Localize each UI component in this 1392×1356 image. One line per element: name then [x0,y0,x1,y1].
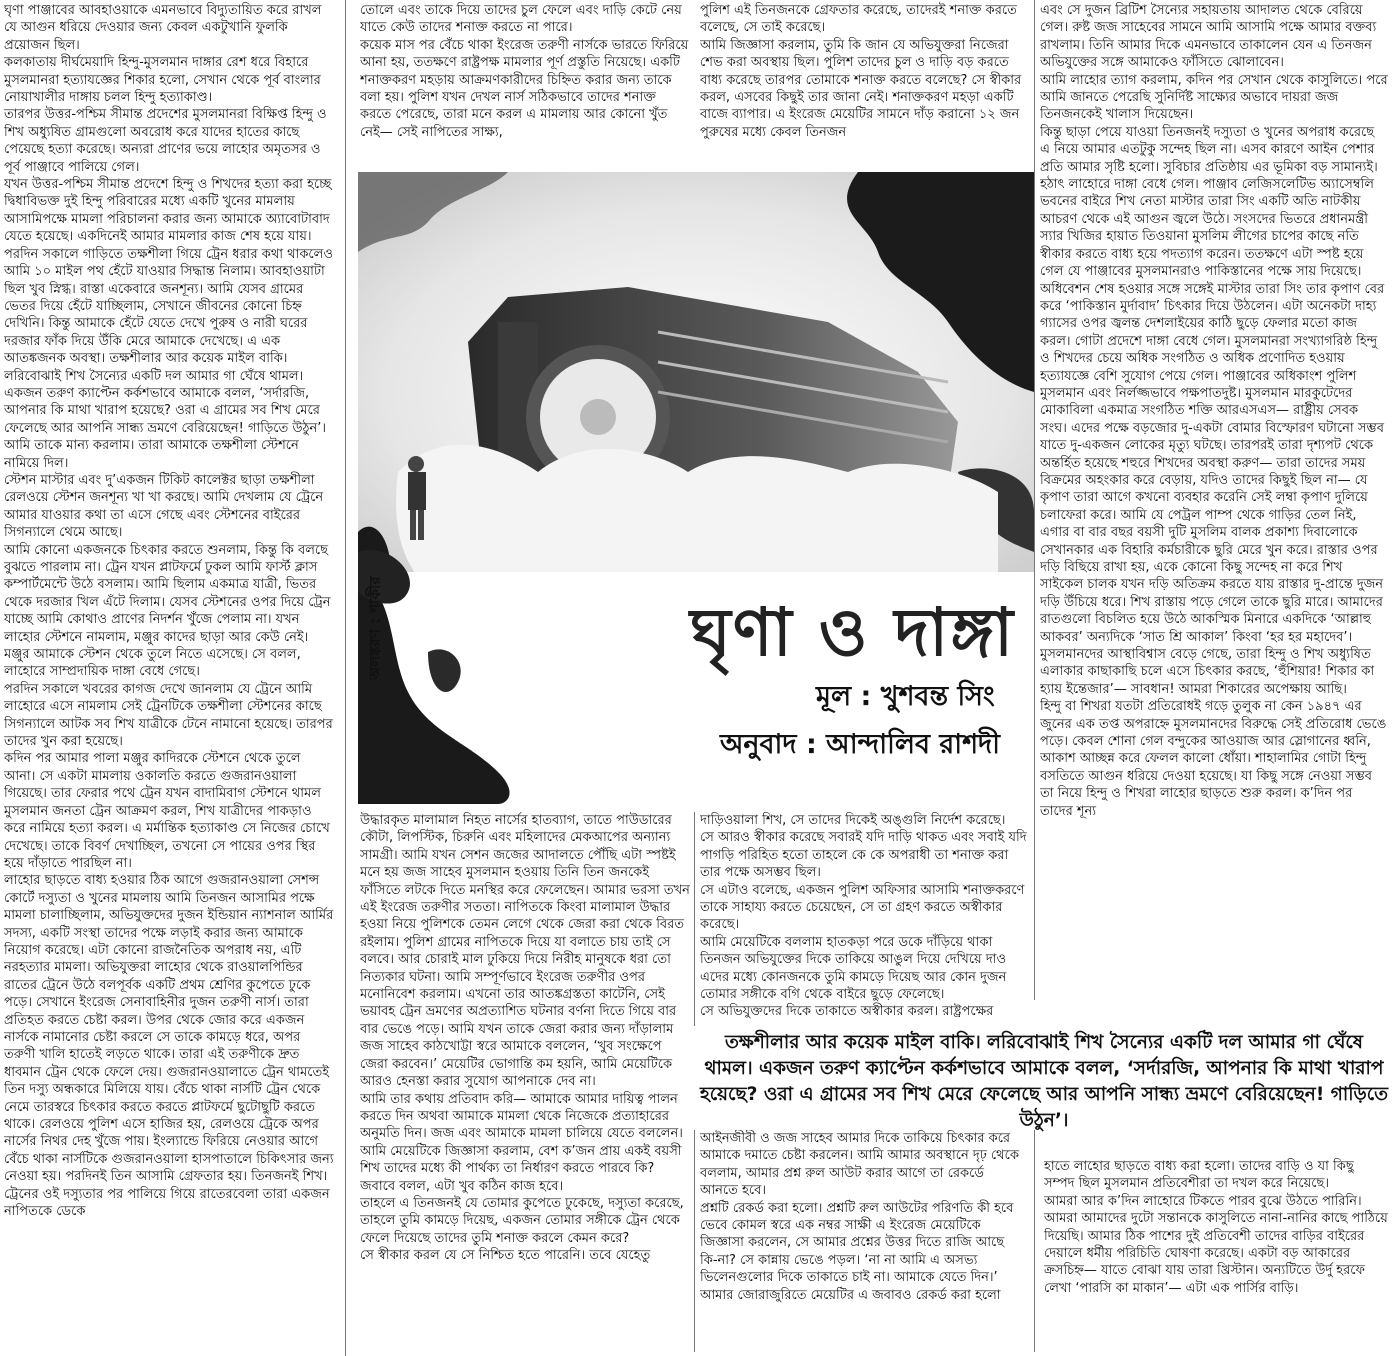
paragraph: আমি লাহোর ত্যাগ করলাম, কদিন পর সেখান থেকে কাসুলিতে। পরে আমি জানতে পেরেছি সুনির্দিষ্ট সাক্ষ্যের অভাবে দায়রা জজ তিনজনকেই খালাস দিয়েছেন। [1040,72,1388,123]
paragraph: ঘৃণা পাঞ্জাবের আবহাওয়াকে এমনভাবে বিদ্যুতায়িত করে রাখল যে আগুন ধরিয়ে দেওয়ার জন্য কেবল একটুখানি ফুলকি প্রয়োজন ছিল। [4,3,322,53]
paragraph: এবং সে দুজন ব্রিটিশ সৈন্যের সহায়তায় আদালত থেকে বেরিয়ে গেল। রুষ্ট জজ সাহেবের সামনে আমি আসামি পক্ষে আমার বক্তব্য রাখলাম। তিনি আমার দিকে এমনভাবে তাকালেন যেন এ তিনজন অভিযুক্তের সঙ্গে আমাকেও ফাঁসিতে ঝোলাবেন। [1040,3,1377,71]
paragraph: কলকাতায় দীর্ঘমেয়াদি হিন্দু-মুসলমান দাঙ্গার রেশ ধরে বিহারে মুসলমানরা হত্যাযজ্ঞের শিকার হলো, সেখান থেকে পূর্ব বাংলার নোয়াখালীর দাঙ্গায় চলল হিন্দু হত্যাকাণ্ড। [4,55,321,106]
paragraph: লাহোর ছাড়তে বাধ্য হওয়ার ঠিক আগে গুজরানওয়ালা সেশন্স কোর্টে দস্যুতা ও খুনের মামলায় আমি তিনজন আসামির পক্ষে মামলা চালাচ্ছিলাম, অভিযুক্তদের দুজন ইন্ডিয়ান ন্যাশনাল আর্মির সদস্য, একটি সংস্থা তাদের পক্ষে লড়াই করার জন্য আমাকে নিয়োগ করেছে। এটা কোনো রাজনৈতিক অপরাধ নয়, এটি নরহত্যার মামলা। অভিযুক্তরা লাহোর থেকে রাওয়ালপিন্ডির রাতের ট্রেনে উঠে বলপূর্বক একটি প্রথম শ্রেণির কুপেতে ঢুকে পড়ে। সেখানে ইংরেজ সেনাবাহিনীর দুজন তরুণী নার্স। তারা প্রতিহত করতে চেষ্টা করল। উপর থেকে জোর করে একজন নার্সকে নামানোর চেষ্টা করলে সে তাকে কামড়ে ধরে, অপর তরুণী খালি হাতেই লড়তে থাকে। তারা এই তরুণীকে দ্রুত ধাবমান ট্রেন থেকে ফেলে দেয়। গুজরানওয়ালাতে ট্রেন থামতেই তিন দস্যু অন্ধকারে মিলিয়ে যায়। বেঁচে থাকা নার্সটি ট্রেন থেকে নেমে তারস্বরে চিৎকার করতে করতে প্লাটফর্মে ছুটোছুটি করতে থাকে। রেলওয়ে পুলিশ এসে হাজির হয়, রেলওয়ে ট্রেকে অপর নার্সের নিথর দেহ খুঁজে পায়। ইংল্যান্ডে ফিরিয়ে নেওয়ার আগে বেঁচে থাকা নার্সটিকে গুজরানওয়ালা হাসপাতালে চিকিৎসার জন্য নেওয়া হয়। পরদিনই তিন আসামি গ্রেফতার হয়। তিনজনই শিখ। ট্রেনের ওই দস্যুতার পর পালিয়ে গিয়ে রাতেরবেলা তারা একজন নাপিতকে ডেকে [4,873,334,1220]
paragraph: কয়েক মাস পর বেঁচে থাকা ইংরেজ তরুণী নার্সকে ভারতে ফিরিয়ে আনা হয়, ততক্ষণে রাষ্ট্রপক্ষ মামলার পূর্ণ প্রস্তুতি নিয়েছে। একটি শনাক্তকরণ মহড়ায় আক্রমণকারীদের চিহ্নিত করার জন্য তাকে বলা হয়। পুলিশ যখন দেখল নার্স সঠিকভাবে তাদের শনাক্ত করতে পেরেছে, তারা মনে করল এ মামলায় আর কোনো খুঁত নেই— সেই নাপিতের সাক্ষ্য, [360,37,689,140]
column-divider [694,1130,695,1352]
paragraph: হিন্দু বা শিখরা যতটা প্রতিরোধই গড়ে তুলুক না কেন ১৯৪৭ এর জুনের এক তপ্ত অপরাহ্নে মুসলমানদের বিরুদ্ধে সেই প্রতিরোধ ভেঙে পড়ে। কেবল শোনা গেল বন্দুকের আওয়াজ আর স্লোগানের ধ্বনি, আকাশ আচ্ছন্ন করে ফেলল কালো ধোঁয়া। শাহালামির গোটা হিন্দু বসতিতে আগুন ধরিয়ে দেওয়া হয়েছে। যা কিছু সঙ্গে নেওয়া সম্ভব তা নিয়ে হিন্দু ও শিখরা লাহোর ছাড়তে শুরু করল। ক’দিন পর তাদের শূন্য [1040,699,1387,819]
column-2-top [360,2,690,162]
paragraph: তাহলে এ তিনজনই যে তোমার কুপেতে ঢুকেছে, দস্যুতা করেছে, তাহলে তুমি কামড়ে দিয়েছ, একজন তোমার সঙ্গীকে ট্রেন থেকে ফেলে দিয়েছে তাদের তুমি শনাক্ত করলে কেমন করে? [360,1195,684,1246]
original-author: মূল : খুশবন্ত সিং [816,681,995,712]
paragraph: সে আরও স্বীকার করেছে সবারই যদি দাড়ি থাকত এবং সবাই যদি পাগড়ি পরিহিত হতো তাহলে কে কে অপরাধী তা শনাক্ত করা তার পক্ষে অসম্ভব ছিল। [700,830,1027,881]
article-title: ঘৃণা ও দাঙ্গা [690,593,1016,671]
paragraph: দাড়িওয়ালা শিখ, সে তাদের দিকেই অঙ্গুলি নির্দেশ করেছে। [700,813,1006,828]
paragraph: আমি জিজ্ঞাসা করলাম, তুমি কি জান যে অভিযুক্তরা নিজেরা শেভ করা অবস্থায় ছিল। পুলিশ তাদের চুল ও দাড়ি বড় করতে বাধ্য করেছে তারপর তোমাকে শনাক্ত করতে বলেছে? সে স্বীকার করল, এসবের কিছুই তার জানা নেই। শনাক্তকরণ মহড়া একটি বাজে ব্যাপার। এ ইংরেজ মেয়েটির সামনে দাঁড় করানো ১২ জন পুরুষের মধ্যে কেবল তিনজন [700,37,1022,140]
paragraph: তারপর উত্তর-পশ্চিম সীমান্ত প্রদেশের মুসলমানরা বিক্ষিপ্ত হিন্দু ও শিখ অধ্যুষিত গ্রামগুলো অবরোধ করে যাদের হাতের কাছে পেয়েছে হত্যা করেছে। অন্যরা প্রাণের ভয়ে লাহোর অমৃতসর ও পূর্ব পাঞ্জাবে পালিয়ে গেল। [4,107,327,175]
pull-quote: তক্ষশীলার আর কয়েক মাইল বাকি। লরিবোঝাই শিখ সৈন্যের একটি দল আমার গা ঘেঁষে থামল। একজন তরুণ ক্যাপ্টেন কর্কশভাবে আমাকে বলল, ‘সর্দারজি, আপনার কি মাথা খারাপ হয়েছে? ওরা এ গ্রামের সব শিখ মেরে ফেলেছে আর আপনি সান্ধ্য ভ্রমণে বেরিয়েছেন! গাড়িতে উঠুন’। [700,1032,1389,1131]
paragraph: আমি তার কথায় প্রতিবাদ করি— আমাকে আমার দায়িত্ব পালন করতে দিন অথবা আমাকে মামলা থেকে নিজেকে প্রত্যাহারের অনুমতি দিন। জজ এবং আমাকে মামলা চালিয়ে যেতে বললেন। আমি মেয়েটিকে জিজ্ঞাসা করলাম, বেশ ক’জন প্রায় একই বয়সী শিখ তাদের মধ্যে কী পার্থক্য তা নির্ধারণ করতে পারবে কি? [360,1091,683,1177]
paragraph: আমি কোনো একজনকে চিৎকার করতে শুনলাম, কিন্তু কি বলছে বুঝতে পারলাম না। ট্রেন যখন প্লাটফর্মে ঢুকল আমি ফার্স্ট ক্লাস কম্পার্টমেন্টে উঠে বসলাম। আমি ছিলাম একমাত্র যাত্রী, ভিতর থেকে দরজার খিল এঁটে দিলাম। যেসব স্টেশনের ওপর দিয়ে ট্রেন যাচ্ছে আমি কোথাও প্রাণের নিদর্শন খুঁজে পেলাম না। যখন লাহোর স্টেশনে নামলাম, মঞ্জুর কাদের ছাড়া আর কেউ নেই। মঞ্জুর আমাকে স্টেশন থেকে তুলে নিতে এসেছে। সে বলল, লাহোরে সাম্প্রদায়িক দাঙ্গা বেধে গেছে। [4,542,331,680]
column-3-top [700,2,1030,162]
column-1 [4,2,334,1352]
paragraph: প্রশ্নটি রেকর্ড করা হলো। প্রশ্নটি রুল আউটের পরিণতি কী হবে ভেবে কোমল স্বরে এক নম্বর সাক্ষী এ ইংরেজ মেয়েটিকে জিজ্ঞাসা করলেন, সে আমার প্রশ্নের উত্তর দিতে রাজি আছে কি-না? সে কান্নায় ভেঙে পড়ল। ‘না না আমি এ অসভ্য ভিলেনগুলোর দিকে তাকাতে চাই না। আমাকে যেতে দিন।’ [700,1200,1014,1286]
paragraph: পুলিশ এই তিনজনকে গ্রেফতার করেছে, তাদেরই শনাক্ত করতে বলেছে, সে তাই করেছে। [700,3,1017,36]
paragraph: আইনজীবী ও জজ সাহেব আমার দিকে তাকিয়ে চিৎকার করে আমাকে দমাতে চেষ্টা করলেন। আমি আমার অবস্থানে দৃঢ় থেকে বললাম, আমার প্রশ্ন রুল আউট করার আগে তা রেকর্ডে আনতে হবে। [700,1131,1019,1199]
paragraph: সে এটাও বলেছে, একজন পুলিশ অফিসার আসামি শনাক্তকরণে তাকে সাহায্য করতে চেয়েছেন, সে তা গ্রহণ করতে অস্বীকার করেছে। [700,882,1025,933]
paragraph: যখন উত্তর-পশ্চিম সীমান্ত প্রদেশে হিন্দু ও শিখদের হত্যা করা হচ্ছে দ্বিধাবিভক্ত দুই হিন্দু পরিবারের মধ্যে একটি খুনের মামলায় আসামিপক্ষে মামলা পরিচালনা করার জন্য আমাকে অ্যাবোটাবাদ যেতে হয়েছে। একদিনেই আমার মামলার কাজ শেষ হয়ে যায়। পরদিন সকালে গাড়িতে তক্ষশীলা গিয়ে ট্রেন ধরার কথা থাকলেও আমি ১০ মাইল পথ হেঁটে যাওয়ার সিদ্ধান্ত নিলাম। আবহাওয়াটা ছিল খুব স্নিগ্ধ। রাস্তা একেবারে জনশূন্য। আমি যেসব গ্রামের ভেতর দিয়ে হেঁটে যাচ্ছিলাম, সেখানে জীবনের কোনো চিহ্ন দেখিনি। কিন্তু আমাকে হেঁটে যেতে দেখে পুরুষ ও নারী ঘরের দরজার ফাঁক দিয়ে উঁকি মেরে আমাকে দেখেছে। এ এক আতঙ্কজনক অবস্থা। তক্ষশীলার আর কয়েক মাইল বাকি। লরিবোঝাই শিখ সৈন্যের একটি দল আমার গা ঘেঁষে থামল। একজন তরুণ ক্যাপ্টেন কর্কশভাবে আমাকে বলল, ‘সর্দারজি, আপনার কি মাথা খারাপ হয়েছে? ওরা এ গ্রামের সব শিখ মেরে ফেলেছে আর আপনি সান্ধ্য ভ্রমণে বেরিয়েছেন! গাড়িতে উঠুন’। [4,177,333,436]
translator: অনুবাদ : আন্দালিব রাশদী [720,729,1000,760]
paragraph: আমার জোরাজুরিতে মেয়েটির এ জবাবও রেকর্ড করা হলো [700,1287,1001,1303]
column-2-bottom [360,812,690,1352]
column-3-bottom [700,812,1030,1022]
paragraph: সে অভিযুক্তদের দিকে তাকাতে অস্বীকার করল। রাষ্ট্রপক্ষের [700,1004,994,1020]
paragraph: তোলে এবং তাকে দিয়ে তাদের চুল ফেলে এবং দাড়ি কেটে নেয় যাতে কেউ তাদের শনাক্ত করতে না পারে। [360,3,682,36]
column-divider [1034,1130,1035,1352]
paragraph: হঠাৎ লাহোরে দাঙ্গা বেধে গেল। পাঞ্জাব লেজিসলেটিভ অ্যাসেম্বলি ভবনের বাইরে শিখ নেতা মাস্টার তারা সিং একটি অতি নাটকীয় আচরণ থেকে এই আগুন জ্বলে উঠে। সংসদের ভিতরে প্রধানমন্ত্রী স্যার খিজির হায়াত তিওয়ানা মুসলিম লীগের চাপের কাছে নতি স্বীকার করতে বাধ্য হয়ে পদত্যাগ করেন। ততক্ষণে এটা স্পষ্ট হয়ে গেল যে পাঞ্জাবের মুসলমানরাও পাকিস্তানের পক্ষে সায় দিয়েছে। অধিবেশন শেষ হওয়ার সঙ্গে সঙ্গেই মাস্টার তারা সিং তার কৃপাণ বের করে ‘পাকিস্তান মুর্দাবাদ’ চিৎকার দিয়ে উঠলেন। এটা অনেকটা দাহ্য গ্যাসের ওপর জ্বলন্ত দেশলাইয়ের কাঠি ছুড়ে ফেলার মতো কাজ করল। গোটা প্রদেশে দাঙ্গা বেধে গেল। মুসলমানরা সংখ্যাগরিষ্ঠ হিন্দু ও শিখদের চেয়ে অধিক সংগঠিত ও অধিক প্রণোদিত হওয়ায় হত্যাযজ্ঞে বেশি সুযোগ পেয়ে গেল। পাঞ্জাবের অধিকাংশ পুলিশ মুসলমান এবং নির্লজ্জভাবে পক্ষপাতদুষ্ট। মুসলমান মারকুটেদের মোকাবিলা একমাত্র সংগঠিত শক্তি আরএসএস— রাষ্ট্রীয় সেবক সংঘ। এদের পক্ষে বড়জোর দু-একটা বোমার বিস্ফোরণ ঘটানো সম্ভব যাতে দু-একজন লোকের মৃত্যু ঘটছে। তারপরই তারা দৃশ্যপট থেকে অন্তর্হিত হয়েছে শহুরে শিখদের অবস্থা করুণ— তারা তাদের সময় বিক্রমের অহংকার করে বেড়ায়, যদিও তাদের কিছুই ছিল না— যে কৃপাণ তারা আগে কখনো ব্যবহার করেনি সেই লম্বা কৃপাণ দুলিয়ে চলাফেরা করে। আমি যে পেট্রল পাম্প থেকে গাড়ির তেল নিই, এগার বা বার বছর বয়সী দুটি মুসলিম বালক প্রকাশ্য দিবালোকে সেখানকার এক বিহারি কর্মচারীকে ছুরি মেরে খুন করে। রাস্তার ওপর দড়ি বিছিয়ে রাখা হয়, একে কোনো কিছু সন্দেহ না করে শিখ সাইকেল চালক যখন দড়ি অতিক্রম করতে যায় রাস্তার দু-প্রান্তে দুজন দড়ি উঁচিয়ে ধরে। শিখ রাস্তায় পড়ে গেলে তাকে ছুরি মারে। আমাদের রাতগুলো বিচলিত হয়ে উঠে আকস্মিক মিনারে একদিকে ‘আল্লাহু আকবর’ অন্যদিকে ‘সাত শ্রি আকাল’ কিংবা ‘হর হর মহাদেব’। মুসলমানদের আস্থাবিশ্বাস বেড়ে গেছে, তারা হিন্দু ও শিখ অধ্যুষিত এলাকার কাছাকাছি চলে এসে চিৎকার করছে, ‘হুঁশিয়ার! শিকার কা হ্যায় ইন্তেজার’— সাবধান! আমরা শিকারের অপেক্ষায় আছি। [1040,177,1385,697]
column-divider [345,0,346,1356]
paragraph: পরদিন সকালে খবরের কাগজ দেখে জানলাম যে ট্রেনে আমি লাহোরে এসে নামলাম সেই ট্রেনটিকে তক্ষশীলা স্টেশনের কাছে সিগন্যালে আটক সব শিখ যাত্রীকে টেনে নামানো হয়েছে। তারপর তাদের খুন করা হয়েছে। [4,681,333,750]
column-divider [694,812,695,1026]
column-4 [1040,2,1388,992]
paragraph: আমরা আর ক’দিন লাহোরে টিকতে পারব বুঝে উঠতে পারিনি। আমরা আমাদের দুটো সন্তানকে কাসুলিতে নানা-নানির কাছে পাঠিয়ে দিয়েছি। আমার ঠিক পাশের দুই প্রতিবেশী তাদের বাড়ির বাইরের দেয়ালে ধর্মীয় পরিচিতি ঘোষণা করেছে। একটা বড় আকারের ক্রসচিহ্ন— যাতে বোঝা যায় তারা খ্রিস্টান। অন্যটিতে উর্দু হরফে লেখা ‘পারসি কা মাকান’— এটা এক পার্সির বাড়ি। [1044,1193,1388,1296]
paragraph: কদিন পর আমার পালা মঞ্জুর কাদিরকে স্টেশনে থেকে তুলে আনা। সে একটা মামলায় ওকালতি করতে গুজরানওয়ালা গিয়েছে। তার ফেরার পথে ট্রেন যখন বাদামিবাগ স্টেশনে থামল মুসলমান জনতা ট্রেন আক্রমণ করল, শিখ যাত্রীদের পাকড়াও করে নামিয়ে হত্যা করল। এ মর্মান্তিক হত্যাকাণ্ড সে নিজের চোখে দেখেছে। তাকে বিবর্ণ দেখাচ্ছিল, তখনো সে পায়ের ওপর স্থির হয়ে দাঁড়াতে পারছিল না। [4,751,330,871]
paragraph: স্টেশন মাস্টার এবং দু’একজন টিকিট কালেক্টর ছাড়া তক্ষশীলা রেলওয়ে স্টেশন জনশূন্য খা খা করছে। আমি দেখলাম যে ট্রেনে আমার যাওয়ার কথা তা এসে গেছে এবং স্টেশনের বাইরের সিগন্যালে থেমে আছে। [4,472,324,541]
column-3-lower [700,1130,1020,1352]
paragraph: সে স্বীকার করল যে সে নিশ্চিত হতে পারেনি। তবে যেহেতু [360,1248,651,1264]
paragraph: আমি মেয়েটিকে বললাম হাতকড়া পরে ডকে দাঁড়িয়ে থাকা তিনজন অভিযুক্তের দিকে তাকিয়ে আঙুল দিয়ে দেখিয়ে দাও এদের মধ্যে কোনজনকে তুমি কামড়ে দিয়েছ আর কোন দুজন তোমার সঙ্গীকে বগি থেকে বাইরে ছুড়ে ফেলেছে। [700,934,1007,1003]
column-4-lower [1044,1158,1388,1352]
paragraph: হাতে লাহোর ছাড়তে বাধ্য করা হলো। তাদের বাড়ি ও যা কিছু সম্পদ ছিল মুসলমান প্রতিবেশীরা তা দখল করে নিয়েছে। [1044,1159,1354,1192]
paragraph: জবাবে বলল, এটা খুব কঠিন কাজ হবে। [360,1178,564,1194]
illustration-credit: অলঙ্করণ : শাকীর [366,576,384,680]
column-divider [1034,0,1035,1000]
paragraph: আমি তাকে মান্য করলাম। তারা আমাকে তক্ষশীলা স্টেশনে নামিয়ে দিল। [4,438,299,471]
paragraph: কিন্তু ছাড়া পেয়ে যাওয়া তিনজনই দস্যুতা ও খুনের অপরাধ করেছে এ নিয়ে আমার এতটুকু সন্দেহ ছিল না। এসব কারণে আইন পেশার প্রতি আমার সৃষ্টি হলো। সুবিচার প্রতিষ্ঠায় এর ভূমিকা বড় সামান্যই। [1040,124,1378,175]
paragraph: উদ্ধারকৃত মালামাল নিহত নার্সের হাতব্যাগ, তাতে পাউডারের কৌটা, লিপস্টিক, চিরুনি এবং মহিলাদের মেকআপের অন্যান্য সামগ্রী। আমি যখন সেশন জজের আদালতে পৌঁছি এটা স্পষ্টই মনে হয় জজ সাহেব মুসলমান হওয়ায় তিনি তিন জনকেই ফাঁসিতে লটকে দিতে মনস্থির করে ফেলেছেন। আমার ভরসা তখন এই ইংরেজ তরুণীর সততা। নাপিতকে কিংবা মালামাল উদ্ধার হওয়া নিয়ে পুলিশকে তেমন লেগে থেকে জেরা করা থেকে বিরত রইলাম। পুলিশ গ্রামের নাপিতকে দিয়ে যা বলাতে চায় তাই সে বলবে। আর চোরাই মাল ঢুকিয়ে দিয়ে নিরীহ মানুষকে ধরা তো নিত্যকার ঘটনা। আমি সম্পূর্ণভাবে ইংরেজ তরুণীর ওপর মনোনিবেশ করলাম। এখনো তার আতঙ্কগ্রস্ততা কাটেনি, সেই ভয়াবহ ট্রেন ভ্রমণের অপ্রত্যাশিত ঘটনার বর্ণনা দিতে গিয়ে বার বার ভেঙে পড়ে। আমি যখন তাকে জেরা করার জন্য দাঁড়ালাম জজ সাহেব কাঠখোট্টা স্বরে আমাকে বললেন, ‘খুব সংক্ষেপে জেরা করবেন।’ মেয়েটির ভোগান্তি কম হয়নি, আমি মেয়েটিকে আরও হেনস্তা করার সুযোগ আপনাকে দেব না। [360,813,690,1090]
